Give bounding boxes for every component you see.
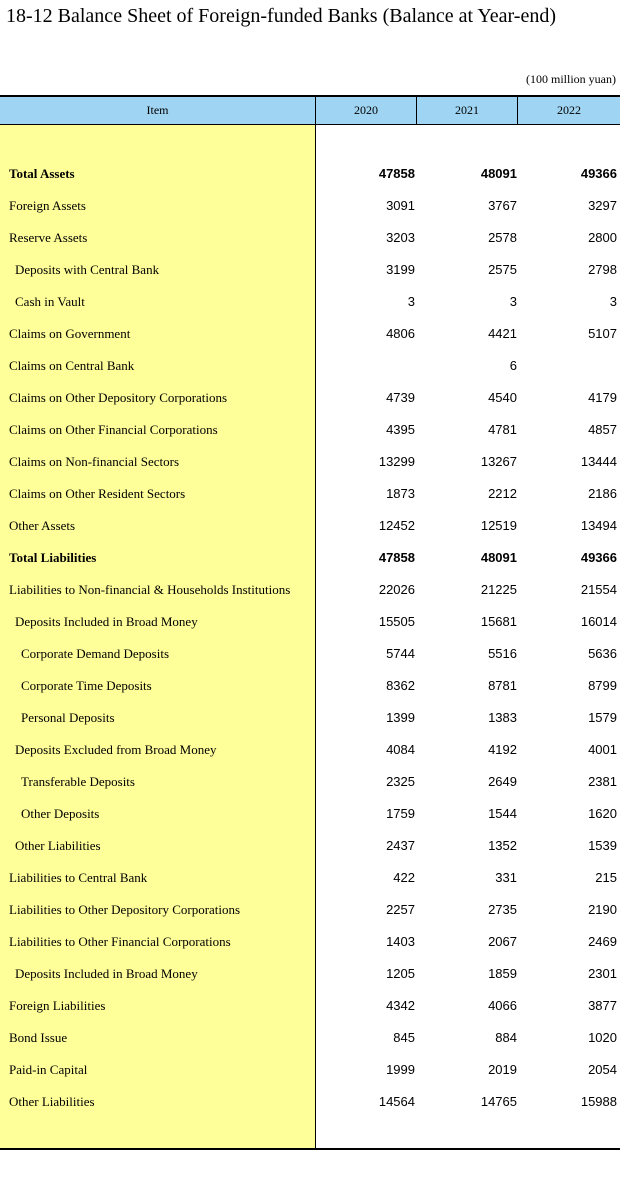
table-row bbox=[0, 894, 620, 926]
table-row bbox=[0, 286, 620, 318]
cell-value-2022: 8799 bbox=[588, 678, 617, 693]
row-label: Deposits Included in Broad Money bbox=[15, 614, 198, 629]
cell-value-2021: 884 bbox=[495, 1030, 517, 1045]
table-row bbox=[0, 542, 620, 574]
cell-value-2021: 14765 bbox=[480, 1094, 517, 1109]
cell-value-2021: 5516 bbox=[488, 646, 517, 661]
row-label: Liabilities to Central Bank bbox=[9, 870, 148, 885]
cell-value-2022: 1579 bbox=[588, 710, 617, 725]
cell-value-2021: 2212 bbox=[488, 486, 517, 501]
cell-value-2021: 331 bbox=[495, 870, 517, 885]
cell-value-2021: 4066 bbox=[488, 998, 517, 1013]
cell-value-2021: 2735 bbox=[488, 902, 517, 917]
row-label: Claims on Other Depository Corporations bbox=[9, 390, 228, 405]
table-row bbox=[0, 446, 620, 478]
table-row bbox=[0, 414, 620, 446]
header-item: Item bbox=[0, 97, 316, 124]
cell-value-2020: 3199 bbox=[386, 262, 415, 277]
cell-value-2020: 2325 bbox=[386, 774, 415, 789]
row-label: Personal Deposits bbox=[21, 710, 115, 725]
table-row bbox=[0, 478, 620, 510]
table-row bbox=[0, 926, 620, 958]
cell-value-2021: 48091 bbox=[480, 166, 517, 181]
row-label: Foreign Liabilities bbox=[9, 998, 106, 1013]
cell-value-2021: 21225 bbox=[480, 582, 517, 597]
cell-value-2022: 2054 bbox=[588, 1062, 617, 1077]
table-bottom-rule bbox=[0, 1148, 620, 1150]
page-title: 18-12 Balance Sheet of Foreign-funded Banks (Balance at Year-end) bbox=[6, 5, 556, 27]
cell-value-2020: 4395 bbox=[386, 422, 415, 437]
cell-value-2020: 1205 bbox=[386, 966, 415, 981]
unit-note: (100 million yuan) bbox=[526, 72, 616, 86]
table-row bbox=[0, 1086, 620, 1118]
cell-value-2022: 13444 bbox=[580, 454, 617, 469]
cell-value-2021: 2578 bbox=[488, 230, 517, 245]
cell-value-2021: 2649 bbox=[488, 774, 517, 789]
cell-value-2021: 12519 bbox=[480, 518, 517, 533]
cell-value-2022: 3297 bbox=[588, 198, 617, 213]
cell-value-2022: 3 bbox=[609, 294, 617, 309]
row-label: Liabilities to Other Financial Corporations bbox=[9, 934, 231, 949]
cell-value-2020: 12452 bbox=[378, 518, 415, 533]
table-header bbox=[0, 97, 620, 125]
cell-value-2020: 8362 bbox=[386, 678, 415, 693]
row-label: Total Assets bbox=[9, 166, 75, 181]
cell-value-2020: 422 bbox=[393, 870, 415, 885]
cell-value-2020: 15505 bbox=[378, 614, 415, 629]
table-row bbox=[0, 350, 620, 382]
cell-value-2020: 2257 bbox=[386, 902, 415, 917]
cell-value-2022: 15988 bbox=[580, 1094, 617, 1109]
cell-value-2020: 47858 bbox=[378, 166, 415, 181]
cell-value-2022: 49366 bbox=[580, 550, 617, 565]
table-row bbox=[0, 574, 620, 606]
header-year-2020: 2020 bbox=[316, 97, 417, 124]
table-row bbox=[0, 318, 620, 350]
header-year-2022: 2022 bbox=[557, 103, 581, 117]
row-label: Deposits Included in Broad Money bbox=[15, 966, 198, 981]
cell-value-2021: 1383 bbox=[488, 710, 517, 725]
table-row bbox=[0, 222, 620, 254]
cell-value-2020: 4084 bbox=[386, 742, 415, 757]
table-row bbox=[0, 510, 620, 542]
cell-value-2021: 1352 bbox=[488, 838, 517, 853]
table-row bbox=[0, 766, 620, 798]
row-label: Cash in Vault bbox=[15, 294, 85, 309]
cell-value-2020: 1999 bbox=[386, 1062, 415, 1077]
cell-value-2020: 3091 bbox=[386, 198, 415, 213]
cell-value-2022 bbox=[518, 350, 617, 382]
cell-value-2020: 4806 bbox=[386, 326, 415, 341]
cell-value-2022: 5107 bbox=[588, 326, 617, 341]
row-label: Claims on Other Resident Sectors bbox=[9, 486, 186, 501]
cell-value-2022: 2301 bbox=[588, 966, 617, 981]
table-row bbox=[0, 606, 620, 638]
cell-value-2021: 2575 bbox=[488, 262, 517, 277]
row-label: Foreign Assets bbox=[9, 198, 86, 213]
table-row bbox=[0, 862, 620, 894]
cell-value-2021: 4421 bbox=[488, 326, 517, 341]
row-label: Deposits with Central Bank bbox=[15, 262, 160, 277]
cell-value-2021: 1544 bbox=[488, 806, 517, 821]
table-row bbox=[0, 158, 620, 190]
cell-value-2022: 4857 bbox=[588, 422, 617, 437]
table-row bbox=[0, 798, 620, 830]
cell-value-2020: 1399 bbox=[386, 710, 415, 725]
row-label: Liabilities to Other Depository Corporations bbox=[9, 902, 241, 917]
cell-value-2022: 3877 bbox=[588, 998, 617, 1013]
table-row bbox=[0, 670, 620, 702]
row-label: Claims on Government bbox=[9, 326, 131, 341]
cell-value-2021: 2067 bbox=[488, 934, 517, 949]
table-row bbox=[0, 990, 620, 1022]
cell-value-2020: 4739 bbox=[386, 390, 415, 405]
row-label: Other Assets bbox=[9, 518, 76, 533]
cell-value-2022: 49366 bbox=[580, 166, 617, 181]
row-label: Paid-in Capital bbox=[9, 1062, 88, 1077]
row-label: Other Deposits bbox=[21, 806, 100, 821]
cell-value-2022: 4179 bbox=[588, 390, 617, 405]
table-row bbox=[0, 1054, 620, 1086]
row-label: Claims on Central Bank bbox=[9, 358, 135, 373]
cell-value-2021: 8781 bbox=[488, 678, 517, 693]
table-row bbox=[0, 734, 620, 766]
cell-value-2020: 5744 bbox=[386, 646, 415, 661]
row-label: Corporate Time Deposits bbox=[21, 678, 152, 693]
cell-value-2022: 16014 bbox=[580, 614, 617, 629]
cell-value-2021: 1859 bbox=[488, 966, 517, 981]
cell-value-2022: 4001 bbox=[588, 742, 617, 757]
cell-value-2022: 13494 bbox=[580, 518, 617, 533]
cell-value-2020: 1403 bbox=[386, 934, 415, 949]
cell-value-2021: 13267 bbox=[480, 454, 517, 469]
cell-value-2021: 15681 bbox=[480, 614, 517, 629]
cell-value-2020: 14564 bbox=[378, 1094, 415, 1109]
cell-value-2022: 1020 bbox=[588, 1030, 617, 1045]
cell-value-2020: 47858 bbox=[378, 550, 415, 565]
table-row bbox=[0, 190, 620, 222]
row-label: Reserve Assets bbox=[9, 230, 88, 245]
cell-value-2021: 2019 bbox=[488, 1062, 517, 1077]
cell-value-2022: 1620 bbox=[588, 806, 617, 821]
table-row bbox=[0, 382, 620, 414]
row-label: Other Liabilities bbox=[15, 838, 101, 853]
cell-value-2020: 845 bbox=[393, 1030, 415, 1045]
cell-value-2020: 2437 bbox=[386, 838, 415, 853]
cell-value-2022: 2381 bbox=[588, 774, 617, 789]
row-label: Deposits Excluded from Broad Money bbox=[15, 742, 217, 757]
row-label: Other Liabilities bbox=[9, 1094, 95, 1109]
cell-value-2022: 2798 bbox=[588, 262, 617, 277]
cell-value-2020: 1759 bbox=[386, 806, 415, 821]
cell-value-2022: 215 bbox=[595, 870, 617, 885]
cell-value-2021: 4192 bbox=[488, 742, 517, 757]
cell-value-2021: 4540 bbox=[488, 390, 517, 405]
cell-value-2020: 22026 bbox=[378, 582, 415, 597]
cell-value-2020: 4342 bbox=[386, 998, 415, 1013]
cell-value-2021: 48091 bbox=[480, 550, 517, 565]
table-row bbox=[0, 638, 620, 670]
row-label: Liabilities to Non-financial & Households Institutions bbox=[9, 582, 291, 597]
cell-value-2022: 1539 bbox=[588, 838, 617, 853]
table-row bbox=[0, 254, 620, 286]
row-label: Claims on Non-financial Sectors bbox=[9, 454, 180, 469]
cell-value-2020: 3 bbox=[407, 294, 415, 309]
row-label: Transferable Deposits bbox=[21, 774, 135, 789]
cell-value-2022: 2800 bbox=[588, 230, 617, 245]
cell-value-2022: 5636 bbox=[588, 646, 617, 661]
table-row bbox=[0, 958, 620, 990]
cell-value-2020: 1873 bbox=[386, 486, 415, 501]
table-row bbox=[0, 702, 620, 734]
header-year-2021: 2021 bbox=[417, 97, 518, 124]
cell-value-2022: 2186 bbox=[588, 486, 617, 501]
cell-value-2021: 3 bbox=[509, 294, 517, 309]
cell-value-2022: 21554 bbox=[580, 582, 617, 597]
cell-value-2020 bbox=[316, 350, 415, 382]
table-row bbox=[0, 830, 620, 862]
cell-value-2021: 4781 bbox=[488, 422, 517, 437]
row-label: Corporate Demand Deposits bbox=[21, 646, 170, 661]
row-label: Bond Issue bbox=[9, 1030, 68, 1045]
cell-value-2021: 3767 bbox=[488, 198, 517, 213]
cell-value-2020: 3203 bbox=[386, 230, 415, 245]
cell-value-2021: 6 bbox=[509, 358, 517, 373]
cell-value-2022: 2469 bbox=[588, 934, 617, 949]
cell-value-2022: 2190 bbox=[588, 902, 617, 917]
row-label: Claims on Other Financial Corporations bbox=[9, 422, 218, 437]
row-label: Total Liabilities bbox=[9, 550, 97, 565]
table-row bbox=[0, 1022, 620, 1054]
cell-value-2020: 13299 bbox=[378, 454, 415, 469]
